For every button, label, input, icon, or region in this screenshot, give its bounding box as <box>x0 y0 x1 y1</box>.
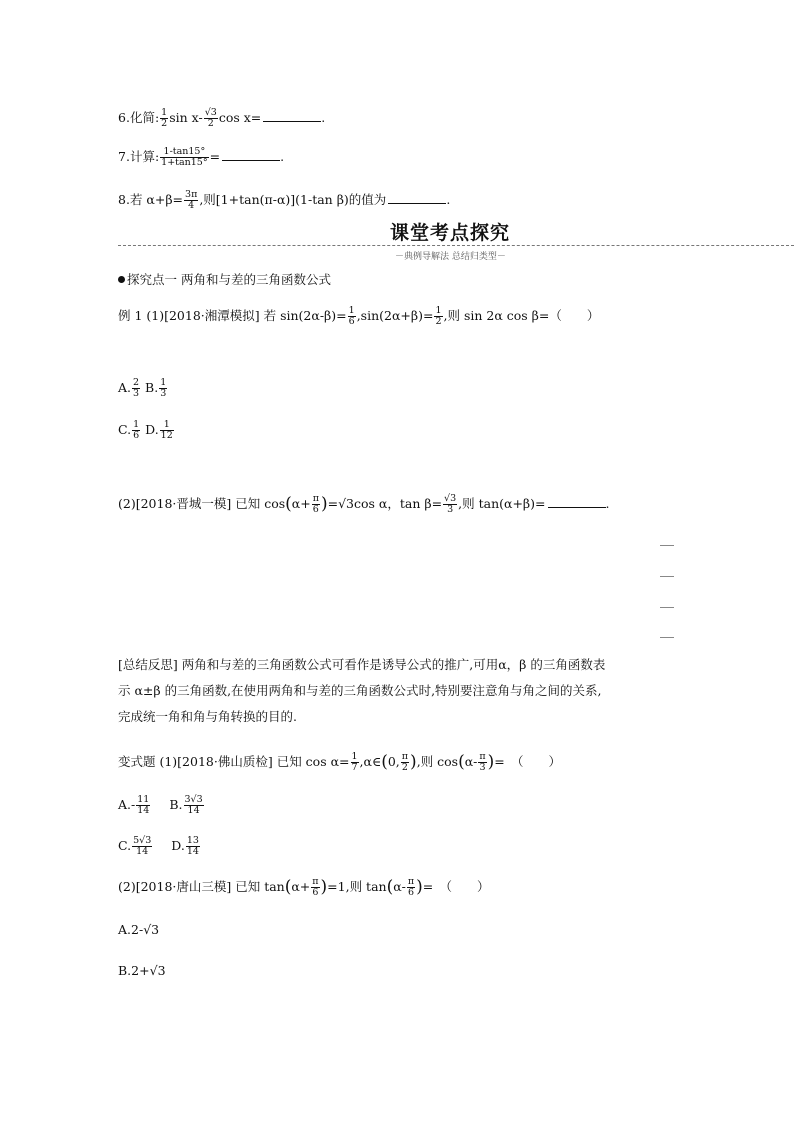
bullet-icon <box>118 276 125 283</box>
margin-dash <box>660 607 674 608</box>
fraction: $\frac{1}{2}$ <box>161 107 168 129</box>
answer-blank[interactable] <box>263 109 321 122</box>
variant-part-1: 变式题 (1)[2018·佛山质检] 已知 cos α= $\frac{1}{7}$ ,α∈(0, $\frac{\pi}{2}$ ),则 cos(α- $\frac{\pi}{3}$ )= （ ） <box>118 751 562 773</box>
fraction: $\frac{\pi}{6}$ <box>312 876 319 898</box>
fraction: $\frac{1-\tan 15^\circ}{1+\tan 15^\circ}$ <box>161 146 208 168</box>
options-cd <box>118 420 175 441</box>
variant-options-ab <box>118 795 205 816</box>
explore-heading: 探究点一 两角和与差的三角函数公式 <box>118 270 331 290</box>
variant-options-cd <box>118 836 201 857</box>
answer-blank[interactable] <box>222 148 280 161</box>
fraction: $\frac{\pi}{6}$ <box>312 493 319 515</box>
question-7: 7.计算: $\frac{1-\tan 15^\circ}{1+\tan 15^\circ}$ = . <box>118 146 285 168</box>
option-a[interactable]: A. $\frac{2}{3}$ <box>118 377 140 399</box>
fraction: $\frac{√3}{3}$ <box>444 493 457 515</box>
variant-option-a2[interactable]: A.2-√3 <box>118 922 160 937</box>
option-a[interactable]: A.- $\frac{11}{14}$ <box>118 794 150 816</box>
section-divider <box>118 245 794 246</box>
variant-option-b2[interactable]: B.2+√3 <box>118 963 166 978</box>
fraction: $\frac{√3}{2}$ <box>204 107 217 129</box>
option-c[interactable]: C. $\frac{1}{6}$ <box>118 419 140 441</box>
options-ab <box>118 378 168 399</box>
fraction: $\frac{1}{7}$ <box>351 751 358 773</box>
margin-dash <box>660 576 674 577</box>
option-d[interactable]: D. $\frac{1}{12}$ <box>141 419 173 441</box>
margin-dash <box>660 545 674 546</box>
option-b[interactable]: B. $\frac{3√3}{14}$ <box>169 794 203 816</box>
section-subtitle: －典例导解法 总结归类型－ <box>395 252 506 262</box>
option-d[interactable]: D. $\frac{13}{14}$ <box>171 835 199 857</box>
question-8: 8.若 α+β= $\frac{3\pi}{4}$ ,则[1+tan(π-α)](1-tan β)的值为 . <box>118 189 451 211</box>
answer-blank[interactable] <box>388 191 446 204</box>
fraction: $\frac{3\pi}{4}$ <box>185 189 198 211</box>
fraction: $\frac{\pi}{6}$ <box>407 876 415 898</box>
section-title: 课堂考点探究 <box>390 222 511 244</box>
summary-reflection: [总结反思] 两角和与差的三角函数公式可看作是诱导公式的推广,可用α，β 的三角函数表 示 α±β 的三角函数,在使用两角和与差的三角函数公式时,特别要注意角与角之间的关系, 完成统一角和角与角转换的目的. <box>118 657 606 724</box>
fraction: $\frac{1}{6}$ <box>348 305 355 327</box>
answer-blank[interactable] <box>548 495 606 508</box>
example-1-part-1: 例 1 (1)[2018·湘潭模拟] 若 sin(2α-β)= $\frac{1}{6}$ ,sin(2α+β)= $\frac{1}{2}$ ,则 sin 2α cos β=（ ） <box>118 305 600 327</box>
option-b[interactable]: B. $\frac{1}{3}$ <box>141 377 167 399</box>
option-c[interactable]: C. $\frac{5√3}{14}$ <box>118 835 152 857</box>
fraction: $\frac{\pi}{3}$ <box>479 751 486 773</box>
fraction: $\frac{1}{2}$ <box>435 305 442 327</box>
variant-part-2: (2)[2018·唐山三模] 已知 tan(α+ $\frac{\pi}{6}$ )=1,则 tan(α- $\frac{\pi}{6}$ )= （ ） <box>118 876 490 898</box>
margin-dash <box>660 637 674 638</box>
question-6: 6.化简: $\frac{1}{2}$ sin x- $\frac{√3}{2}$ cos x= . <box>118 107 326 129</box>
example-1-part-2: (2)[2018·晋城一模] 已知 cos(α+ $\frac{\pi}{6}$ )=√3cos α，tan β= $\frac{√3}{3}$ ,则 tan(α+β)= . <box>118 493 610 515</box>
fraction: $\frac{\pi}{2}$ <box>401 751 409 773</box>
